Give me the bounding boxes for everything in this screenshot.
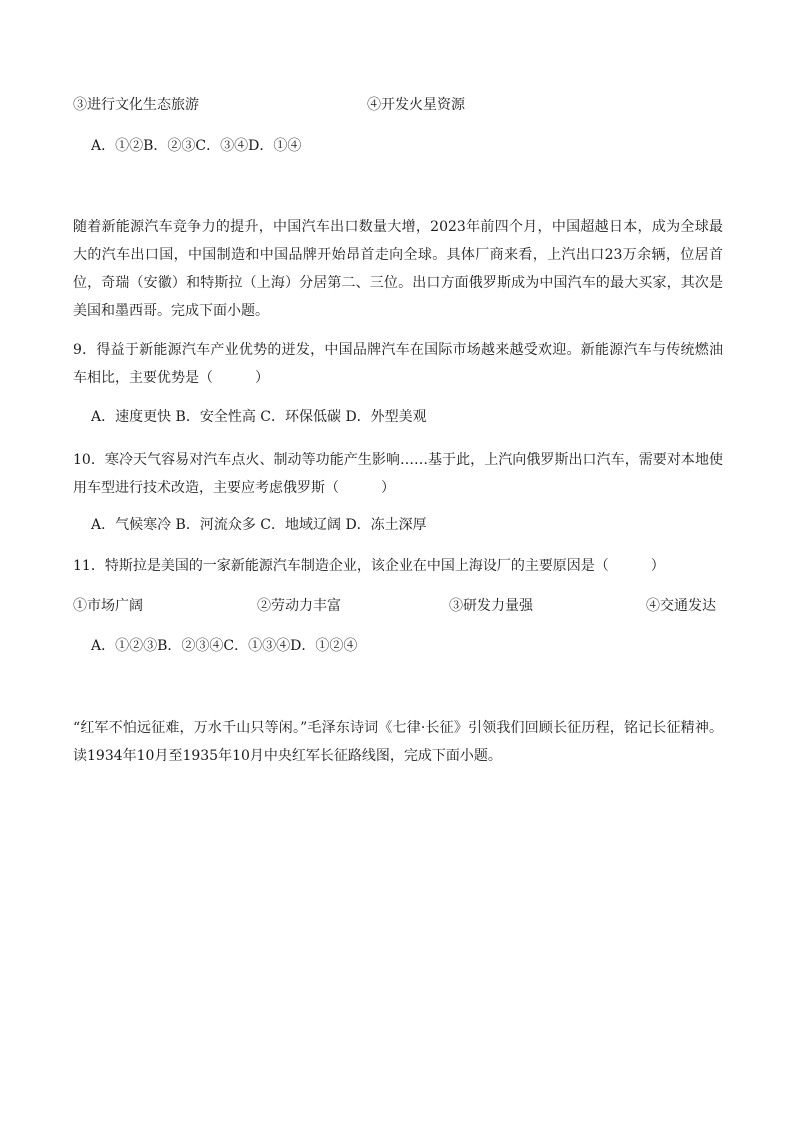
- question-11-options: A．①②③B．②③④C．①③④D．①②④: [91, 638, 358, 654]
- question-10-options: A．气候寒冷 B．河流众多 C．地域辽阔 D．冻土深厚: [91, 517, 427, 533]
- question-9-stem: 9．得益于新能源汽车产业优势的迸发，中国品牌汽车在国际市场越来越受欢迎。新能源汽车与传统燃油车相比，主要优势是（ ）: [73, 342, 723, 386]
- passage-long-march: “红军不怕远征难，万水千山只等闲。”毛泽东诗词《七律·长征》引领我们回顾长征历程，铭记长征精神。读1934年10月至1935年10月中央红军长征路线图，完成下面小题。: [73, 720, 723, 764]
- q11-statement-3: ③研发力量强: [449, 598, 533, 614]
- q11-statement-2: ②劳动力丰富: [257, 598, 341, 614]
- q11-statement-4: ④交通发达: [646, 598, 716, 614]
- question-10-stem: 10．寒冷天气容易对汽车点火、制动等功能产生影响……基于此，上汽向俄罗斯出口汽车，需要对本地使用车型进行技术改造，主要应考虑俄罗斯（ ）: [73, 452, 723, 496]
- passage-auto-export: 随着新能源汽车竞争力的提升，中国汽车出口数量大增，2023年前四个月，中国超越日本，成为全球最大的汽车出口国，中国制造和中国品牌开始昂首走向全球。具体厂商来看，上汽出口23万余辆，位居首位，奇瑞（安徽）和特斯拉（上海）分居第二、三位。出口方面俄罗斯成为中国汽车的最大买家，其次是美国和墨西哥。完成下面小题。: [73, 219, 723, 319]
- statement-4: ④开发火星资源: [367, 97, 465, 113]
- statement-3: ③进行文化生态旅游: [73, 97, 199, 113]
- question-11-stem: 11．特斯拉是美国的一家新能源汽车制造企业，该企业在中国上海设厂的主要原因是（ ）: [73, 558, 665, 574]
- question-9-options: A．速度更快 B．安全性高 C．环保低碳 D．外型美观: [91, 409, 427, 425]
- prev-statements-row: [73, 95, 721, 115]
- prev-answer-options: A．①②B．②③C．③④D．①④: [91, 138, 302, 154]
- question-11-statements: [73, 596, 721, 616]
- q11-statement-1: ①市场广阔: [73, 598, 143, 614]
